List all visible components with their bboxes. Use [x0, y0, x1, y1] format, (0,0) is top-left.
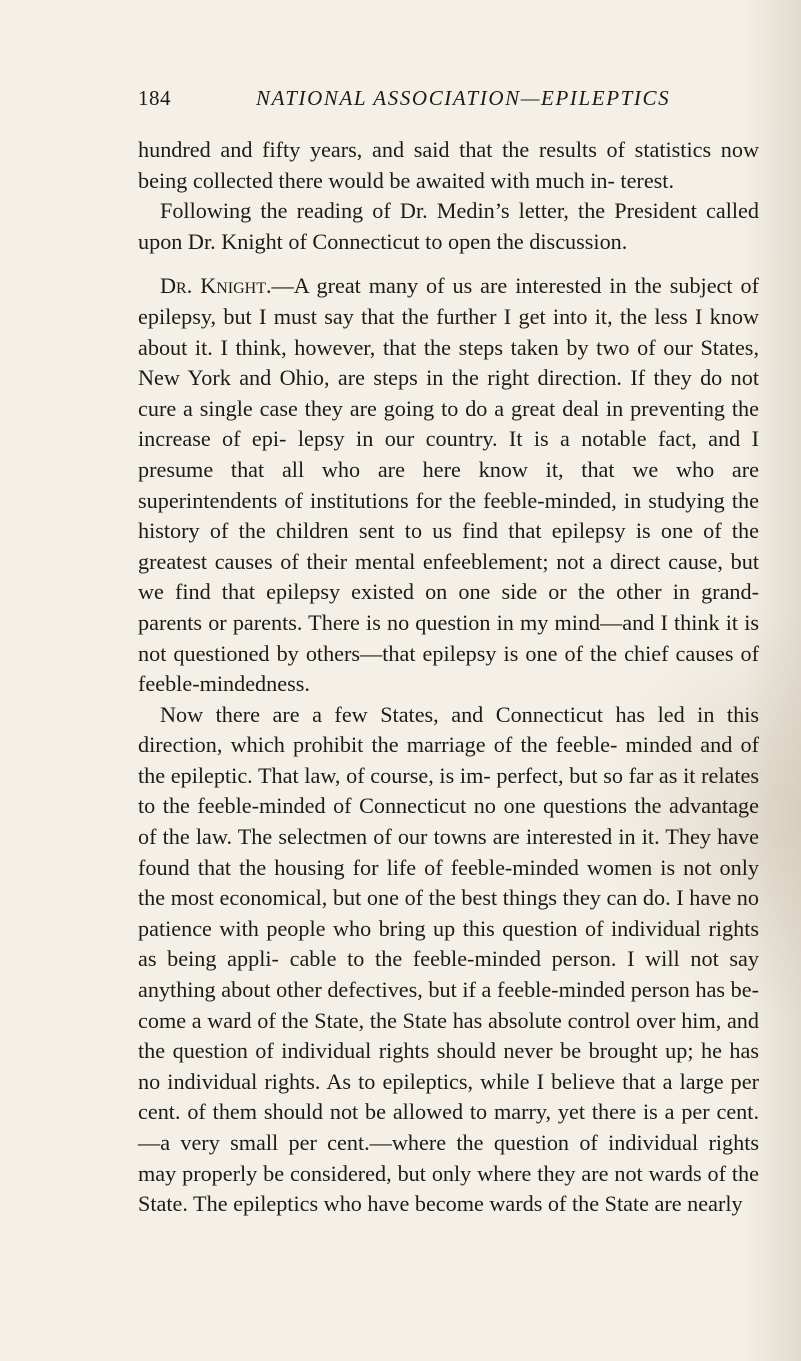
paragraph-2: Following the reading of Dr. Medin’s letter, the President called upon Dr. Knight of Connecticut to open the discussion.: [138, 198, 759, 254]
paragraph-1: hundred and fifty years, and said that the results of statistics now being collected there would be awaited with much in- terest.: [138, 137, 759, 193]
running-header: [138, 86, 678, 116]
paragraph-3: [138, 271, 759, 699]
speech-text: —A great many of us are interested in the subject of epilepsy, but I must say that the further I get into it, the less I know about it. I think, however, that the steps taken by two of our States, New York and Ohio, are steps in the right direction. If they do not cure a single case they are going to do a great deal in preventing the increase of epi- lepsy in our country. It is a notable fact, and I presume that all who are here know it, that we who are superintendents of institutions for the feeble-minded, in studying the history of the children sent to us find that epilepsy is one of the greatest causes of their mental enfeeblement; not a direct cause, but we find that epilepsy existed on one side or the other in grand- parents or parents. There is no question in my mind—and I think it is not questioned by others—that epilepsy is one of the chief causes of feeble-mindedness.: [138, 273, 760, 697]
speaker-name: Dr. Knight.: [160, 273, 272, 299]
running-title: NATIONAL ASSOCIATION—EPILEPTICS: [256, 86, 671, 110]
paragraph-4: Now there are a few States, and Connecticut has led in this direction, which prohibit the marriage of the feeble- minded and of the epileptic. That law, of course, is im- perfect, but so far as it relates to the feeble-minded of Connecticut no one questions the advantage of the law. The selectmen of our towns are interested in it. They have found that the housing for life of feeble-minded women is not only the most economical, but one of the best things they can do. I have no patience with people who bring up this question of individual rights as being appli- cable to the feeble-minded person. I will not say anything about other defectives, but if a feeble-minded person has be- come a ward of the State, the State has absolute control over him, and the question of individual rights should never be brought up; he has no individual rights. As to epileptics, while I believe that a large per cent. of them should not be allowed to marry, yet there is a per cent.—a very small per cent.—where the question of individual rights may properly be considered, but only where they are not wards of the State. The epileptics who have become wards of the State are nearly: [138, 701, 759, 1217]
body-text: [138, 135, 759, 1220]
page-number: 184: [138, 86, 171, 110]
